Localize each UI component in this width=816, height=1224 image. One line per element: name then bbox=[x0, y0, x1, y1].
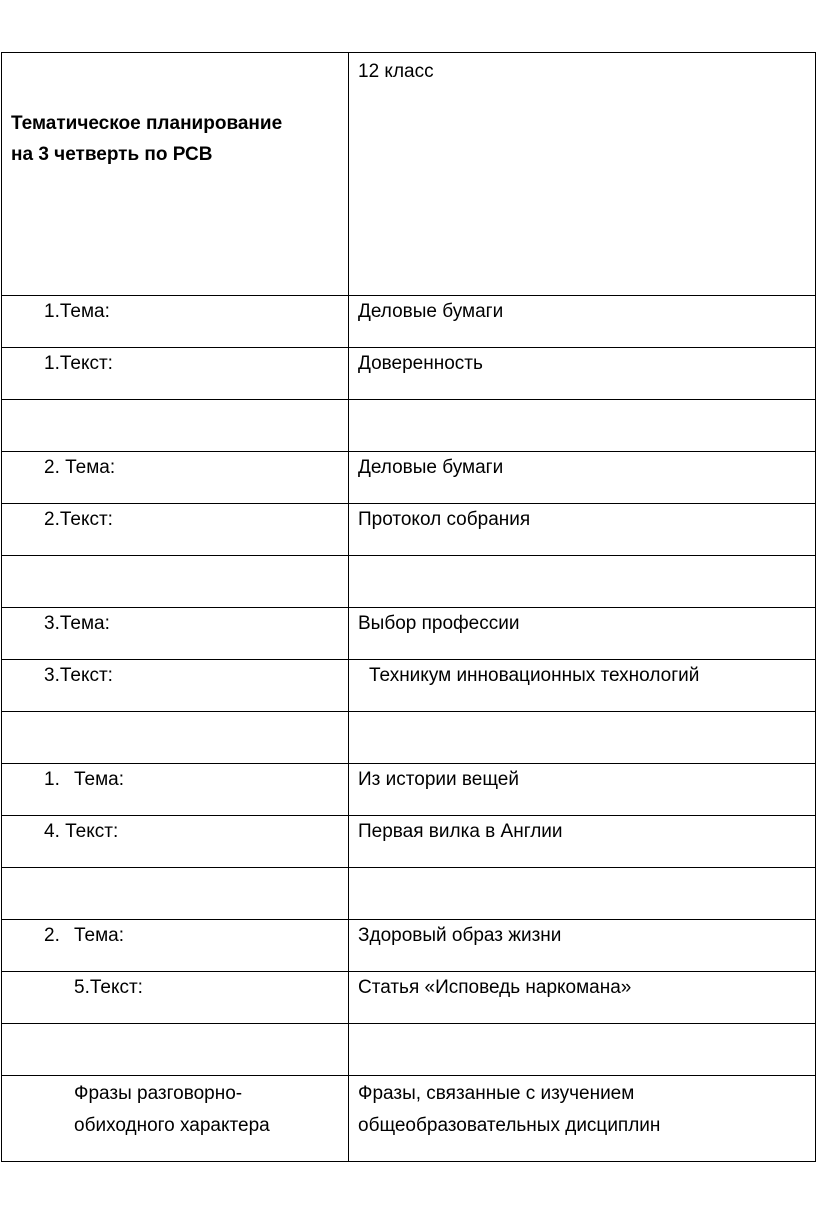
row-value: Здоровый образ жизни bbox=[358, 925, 562, 946]
row-value bbox=[349, 1024, 815, 1025]
planning-table bbox=[1, 52, 816, 1162]
phrases-label bbox=[2, 1076, 348, 1142]
table-row bbox=[2, 660, 816, 712]
row-label: 2. Тема: bbox=[44, 457, 116, 478]
row-value: Деловые бумаги bbox=[358, 457, 504, 478]
table-row-empty bbox=[2, 400, 816, 452]
row-label: 1.Тема: bbox=[44, 301, 110, 322]
header-title-cell bbox=[2, 53, 349, 296]
table-row-empty bbox=[2, 556, 816, 608]
list-number: 2. bbox=[44, 925, 60, 946]
phrases-value bbox=[349, 1076, 815, 1142]
row-value-cell bbox=[349, 816, 816, 868]
table-row bbox=[2, 452, 816, 504]
row-label-cell bbox=[2, 868, 349, 920]
row-value-cell bbox=[349, 868, 816, 920]
row-label bbox=[2, 712, 348, 713]
table-row bbox=[2, 920, 816, 972]
row-value-cell bbox=[349, 764, 816, 816]
table-row bbox=[2, 504, 816, 556]
row-label-cell bbox=[2, 348, 349, 400]
table-row-phrases bbox=[2, 1076, 816, 1162]
row-label bbox=[2, 1024, 348, 1025]
page-title bbox=[2, 53, 348, 170]
table-row bbox=[2, 972, 816, 1024]
table-row bbox=[2, 816, 816, 868]
table-row bbox=[2, 608, 816, 660]
title-line-2: на 3 четверть по РСВ bbox=[11, 144, 213, 165]
row-value-cell bbox=[349, 296, 816, 348]
grade-label: 12 класс bbox=[358, 61, 434, 82]
table-row-empty bbox=[2, 712, 816, 764]
row-value: Техникум инновационных технологий bbox=[369, 665, 700, 686]
row-value-cell bbox=[349, 504, 816, 556]
header-grade-cell bbox=[349, 53, 816, 296]
phrases-value-line-1: Фразы, связанные с изучением bbox=[358, 1083, 635, 1104]
row-value: Из истории вещей bbox=[358, 769, 519, 790]
row-label bbox=[2, 400, 348, 401]
row-value-cell bbox=[349, 972, 816, 1024]
row-label-cell bbox=[2, 1024, 349, 1076]
row-value-cell bbox=[349, 712, 816, 764]
row-label bbox=[2, 556, 348, 557]
row-value bbox=[349, 400, 815, 401]
row-label-cell bbox=[2, 296, 349, 348]
row-value-cell bbox=[349, 920, 816, 972]
row-value: Протокол собрания bbox=[358, 509, 531, 530]
table-header-row bbox=[2, 53, 816, 296]
row-label-cell bbox=[2, 556, 349, 608]
row-label: 1.Текст: bbox=[44, 353, 113, 374]
table-row bbox=[2, 348, 816, 400]
row-label bbox=[2, 868, 348, 869]
row-value-cell bbox=[349, 556, 816, 608]
table-row-empty bbox=[2, 1024, 816, 1076]
row-label-cell bbox=[2, 816, 349, 868]
row-label-cell bbox=[2, 764, 349, 816]
row-label: 4. Текст: bbox=[44, 821, 119, 842]
phrases-value-line-2: общеобразовательных дисциплин bbox=[358, 1115, 661, 1136]
table-row-empty bbox=[2, 868, 816, 920]
table-row bbox=[2, 764, 816, 816]
row-value: Статья «Исповедь наркомана» bbox=[358, 977, 632, 998]
row-value bbox=[349, 556, 815, 557]
row-value: Первая вилка в Англии bbox=[358, 821, 563, 842]
list-number: 1. bbox=[44, 769, 60, 790]
row-value-cell bbox=[349, 1024, 816, 1076]
row-label-cell bbox=[2, 504, 349, 556]
phrases-value-cell bbox=[349, 1076, 816, 1162]
row-value: Деловые бумаги bbox=[358, 301, 504, 322]
row-label: 2.Текст: bbox=[44, 509, 113, 530]
row-label: 5.Текст: bbox=[74, 977, 143, 998]
row-value-cell bbox=[349, 452, 816, 504]
row-label-cell bbox=[2, 608, 349, 660]
phrases-label-line-1: Фразы разговорно- bbox=[74, 1083, 243, 1104]
title-line-1: Тематическое планирование bbox=[11, 113, 283, 134]
phrases-label-cell bbox=[2, 1076, 349, 1162]
row-label-cell bbox=[2, 660, 349, 712]
phrases-label-line-2: обиходного характера bbox=[74, 1115, 270, 1136]
table-row bbox=[2, 296, 816, 348]
row-value-cell bbox=[349, 348, 816, 400]
row-label-cell bbox=[2, 452, 349, 504]
row-value bbox=[349, 712, 815, 713]
numbered-list-item bbox=[2, 920, 348, 951]
row-label-cell bbox=[2, 400, 349, 452]
row-label-cell bbox=[2, 972, 349, 1024]
row-value: Доверенность bbox=[358, 353, 483, 374]
row-value-cell bbox=[349, 608, 816, 660]
row-label: 3.Тема: bbox=[44, 613, 110, 634]
row-value-cell bbox=[349, 660, 816, 712]
row-label-cell bbox=[2, 920, 349, 972]
row-label-cell bbox=[2, 712, 349, 764]
row-label: 3.Текст: bbox=[44, 665, 113, 686]
numbered-list-item bbox=[2, 764, 348, 795]
row-label: Тема: bbox=[74, 925, 125, 946]
row-value bbox=[349, 868, 815, 869]
row-value-cell bbox=[349, 400, 816, 452]
row-value: Выбор профессии bbox=[358, 613, 520, 634]
row-label: Тема: bbox=[74, 769, 125, 790]
